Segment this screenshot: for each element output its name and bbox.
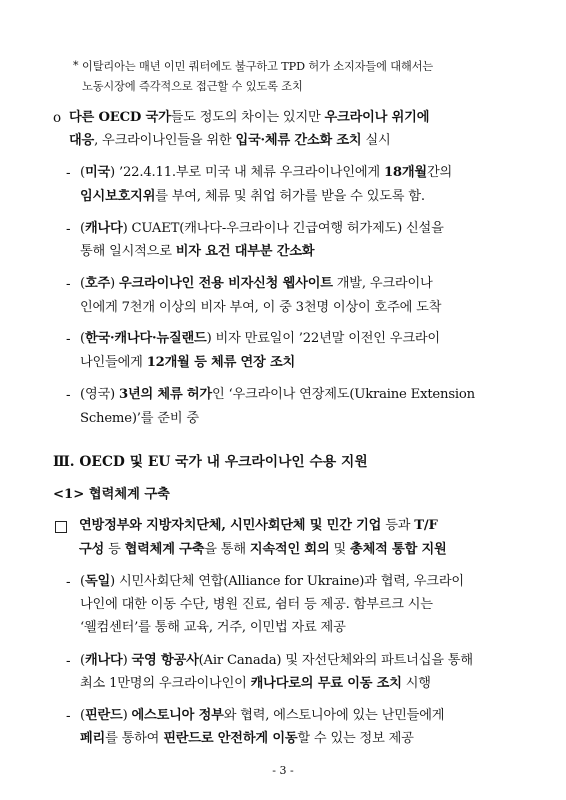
item-finland-line-2 [80, 729, 414, 749]
note-line-2: 노동시장에 즉각적으로 접근할 수 있도록 조치 [82, 80, 303, 93]
item-kcnz-line-2 [80, 353, 295, 373]
section-heading-3: Ⅲ. OECD 및 EU 국가 내 우크라이나인 수용 지원 [53, 454, 368, 470]
page-number: - 3 - [272, 764, 294, 777]
text: (Air Canada) 및 자선단체와의 파트너십을 통해 [198, 653, 473, 668]
text: ( [80, 221, 85, 236]
text: 간의 [426, 165, 453, 180]
bold-text: T/F [414, 518, 438, 533]
bold-text: 캐나다 [84, 653, 123, 668]
item-germany-line-2: 나인에 대한 이동 수단, 병원 진료, 쉼터 등 제공. 함부르크 시는 [80, 597, 433, 612]
bold-text: 12개월 등 체류 연장 조치 [146, 355, 296, 370]
text: 및 [329, 542, 351, 557]
text: (영국) [80, 387, 119, 402]
text: ) [110, 276, 119, 291]
bold-text: 독일 [84, 574, 111, 589]
text: 등과 [381, 518, 415, 533]
text: 를 부여, 체류 및 취업 허가를 받을 수 있도록 함. [155, 189, 425, 204]
item-canada-line-2 [80, 242, 314, 262]
text: ) CUAET(캐나다-우크라이나 긴급여행 허가제도) 신설을 [122, 221, 444, 236]
bold-text: 대응 [69, 133, 95, 148]
para-coop-line-1 [79, 516, 438, 536]
text: ) ’22.4.11.부로 미국 내 체류 우크라이나인에게 [110, 165, 384, 180]
item-germany-line-3: ‘웰컴센터’를 통해 교육, 거주, 이민법 자료 제공 [80, 620, 346, 635]
dash-marker: - [66, 708, 71, 724]
text: 를 통하여 [105, 731, 164, 746]
bold-text: 핀란드로 안전하게 이동 [163, 731, 298, 746]
bold-text: 구성 [79, 542, 105, 557]
bold-text: 캐나다 [84, 221, 123, 236]
item-canada2-line-1 [80, 651, 473, 671]
item-canada2-line-2 [80, 674, 431, 694]
text: 통해 일시적으로 [80, 244, 176, 259]
para-oecd-line-2 [69, 131, 391, 151]
bold-text: 다른 OECD 국가 [69, 110, 171, 125]
text: 나인들에게 [80, 355, 147, 370]
text: ) [122, 708, 132, 723]
bold-text: 비자 요건 대부분 간소화 [175, 244, 315, 259]
dash-marker: - [66, 574, 71, 590]
item-usa-line-1 [80, 163, 452, 183]
bold-text: 국영 항공사 [131, 653, 199, 668]
text: ) [122, 653, 132, 668]
text: 들도 정도의 차이는 있지만 [170, 110, 325, 125]
note-line-1: 이탈리아는 매년 이민 쿼터에도 불구하고 TPD 허가 소지자들에 대해서는 [82, 60, 434, 73]
square-bullet-icon [55, 521, 67, 533]
item-germany-line-1 [80, 572, 464, 592]
bold-text: 핀란드 [84, 708, 123, 723]
dash-marker: - [66, 221, 71, 237]
text: 을 통해 [204, 542, 250, 557]
item-finland-line-1 [80, 706, 444, 726]
dash-marker: - [66, 276, 71, 292]
dash-marker: - [66, 653, 71, 669]
item-australia-line-1 [80, 274, 433, 294]
circle-bullet-marker: o [53, 110, 62, 126]
text: 최소 1만명의 우크라이나인이 [80, 676, 251, 691]
bold-text: 지속적인 회의 [249, 542, 330, 557]
bold-text: 협력체계 구축 [124, 542, 205, 557]
text: 등 [104, 542, 125, 557]
dash-marker: - [66, 387, 71, 403]
bold-text: 미국 [84, 165, 111, 180]
text: 개발, 우크라이나 [332, 276, 433, 291]
text: ( [80, 276, 85, 291]
para-coop-line-2 [79, 540, 447, 560]
bold-text: 입국·체류 간소화 조치 [235, 133, 362, 148]
bold-text: 우크라이나인 전용 비자신청 웹사이트 [118, 276, 333, 291]
bold-text: 3년의 체류 허가 [118, 387, 212, 402]
bold-text: 임시보호지위 [80, 189, 156, 204]
text: 시행 [401, 676, 431, 691]
text: ( [80, 574, 85, 589]
para-oecd-line-1 [69, 108, 429, 128]
item-australia-line-2: 인에게 7천개 이상의 비자 부여, 이 중 3천명 이상이 호주에 도착 [80, 300, 442, 315]
asterisk-marker: * [73, 59, 79, 72]
text: ( [80, 653, 85, 668]
text: ( [80, 165, 85, 180]
bold-text: 캐나다로의 무료 이동 조치 [250, 676, 402, 691]
dash-marker: - [66, 331, 71, 347]
text: ) 비자 만료일이 ’22년말 이전인 우크라이 [206, 331, 440, 346]
text: ( [80, 708, 85, 723]
item-canada-line-1 [80, 219, 444, 239]
bold-text: 한국·캐나다·뉴질랜드 [84, 331, 207, 346]
text: , 우크라이나인들을 위한 [94, 133, 236, 148]
bold-text: 18개월 [383, 165, 427, 180]
text: 인 ‘우크라이나 연장제도(Ukraine Extension [211, 387, 475, 402]
item-uk-line-2: Scheme)’를 준비 중 [80, 411, 199, 426]
text: ) 시민사회단체 연합(Alliance for Ukraine)과 협력, 우크라이 [110, 574, 464, 589]
bold-text: 총체적 통합 지원 [350, 542, 447, 557]
subsection-heading-1: <1> 협력체계 구축 [53, 487, 170, 502]
text: 할 수 있는 정보 제공 [297, 731, 414, 746]
text: 와 협력, 에스토니아에 있는 난민들에게 [223, 708, 445, 723]
item-usa-line-2 [80, 187, 425, 207]
text: ( [80, 331, 85, 346]
bold-text: 연방정부와 지방자치단체, 시민사회단체 및 민간 기업 [79, 518, 382, 533]
bold-text: 호주 [84, 276, 111, 291]
item-kcnz-line-1 [80, 329, 440, 349]
item-uk-line-1 [80, 385, 475, 405]
bold-text: 우크라이나 위기에 [324, 110, 430, 125]
bold-text: 에스토니아 정부 [131, 708, 224, 723]
bold-text: 페리 [80, 731, 106, 746]
dash-marker: - [66, 165, 71, 181]
text: 실시 [361, 133, 391, 148]
